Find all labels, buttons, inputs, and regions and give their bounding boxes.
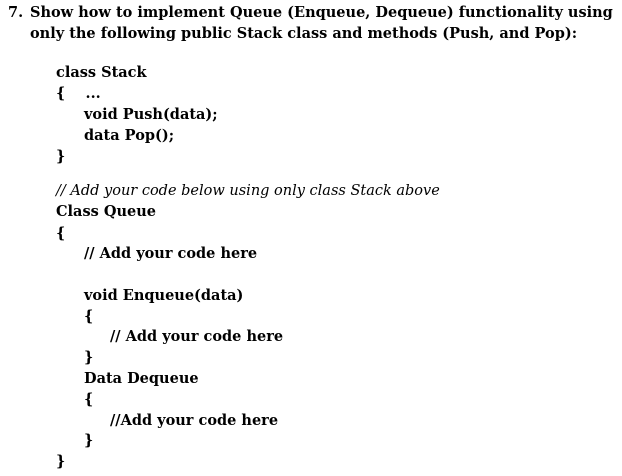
question-number: 7. (8, 4, 24, 21)
code-line-enqueue: void Enqueue(data) (84, 287, 244, 304)
code-line-dequeue-comment: //Add your code here (110, 412, 279, 429)
code-line-push: void Push(data); (84, 106, 218, 123)
question-text: Show how to implement Queue (Enqueue, Dequeue) functionality using only the following public Stack class and methods (Push, and Pop): (30, 4, 613, 42)
code-line-stack-open-brace: { ... (56, 85, 101, 102)
code-line-enqueue-open-brace: { (84, 308, 94, 325)
code-line-enqueue-comment: // Add your code here (110, 328, 284, 345)
code-line-stack-close-brace: } (56, 148, 66, 165)
code-line-enqueue-close-brace: } (84, 349, 94, 366)
code-line-queue-open-brace: { (56, 225, 66, 242)
code-line-dequeue-close-brace: } (84, 432, 94, 449)
code-line-dequeue-open-brace: { (84, 391, 94, 408)
code-line-pop: data Pop(); (84, 127, 175, 144)
code-line-class-queue: Class Queue (56, 203, 156, 220)
code-line-instruction-comment: // Add your code below using only class Stack above (56, 183, 440, 199)
code-line-class-stack: class Stack (56, 64, 147, 81)
code-line-queue-close-brace: } (56, 453, 66, 470)
code-line-dequeue: Data Dequeue (84, 370, 199, 387)
code-line-queue-comment: // Add your code here (84, 245, 258, 262)
